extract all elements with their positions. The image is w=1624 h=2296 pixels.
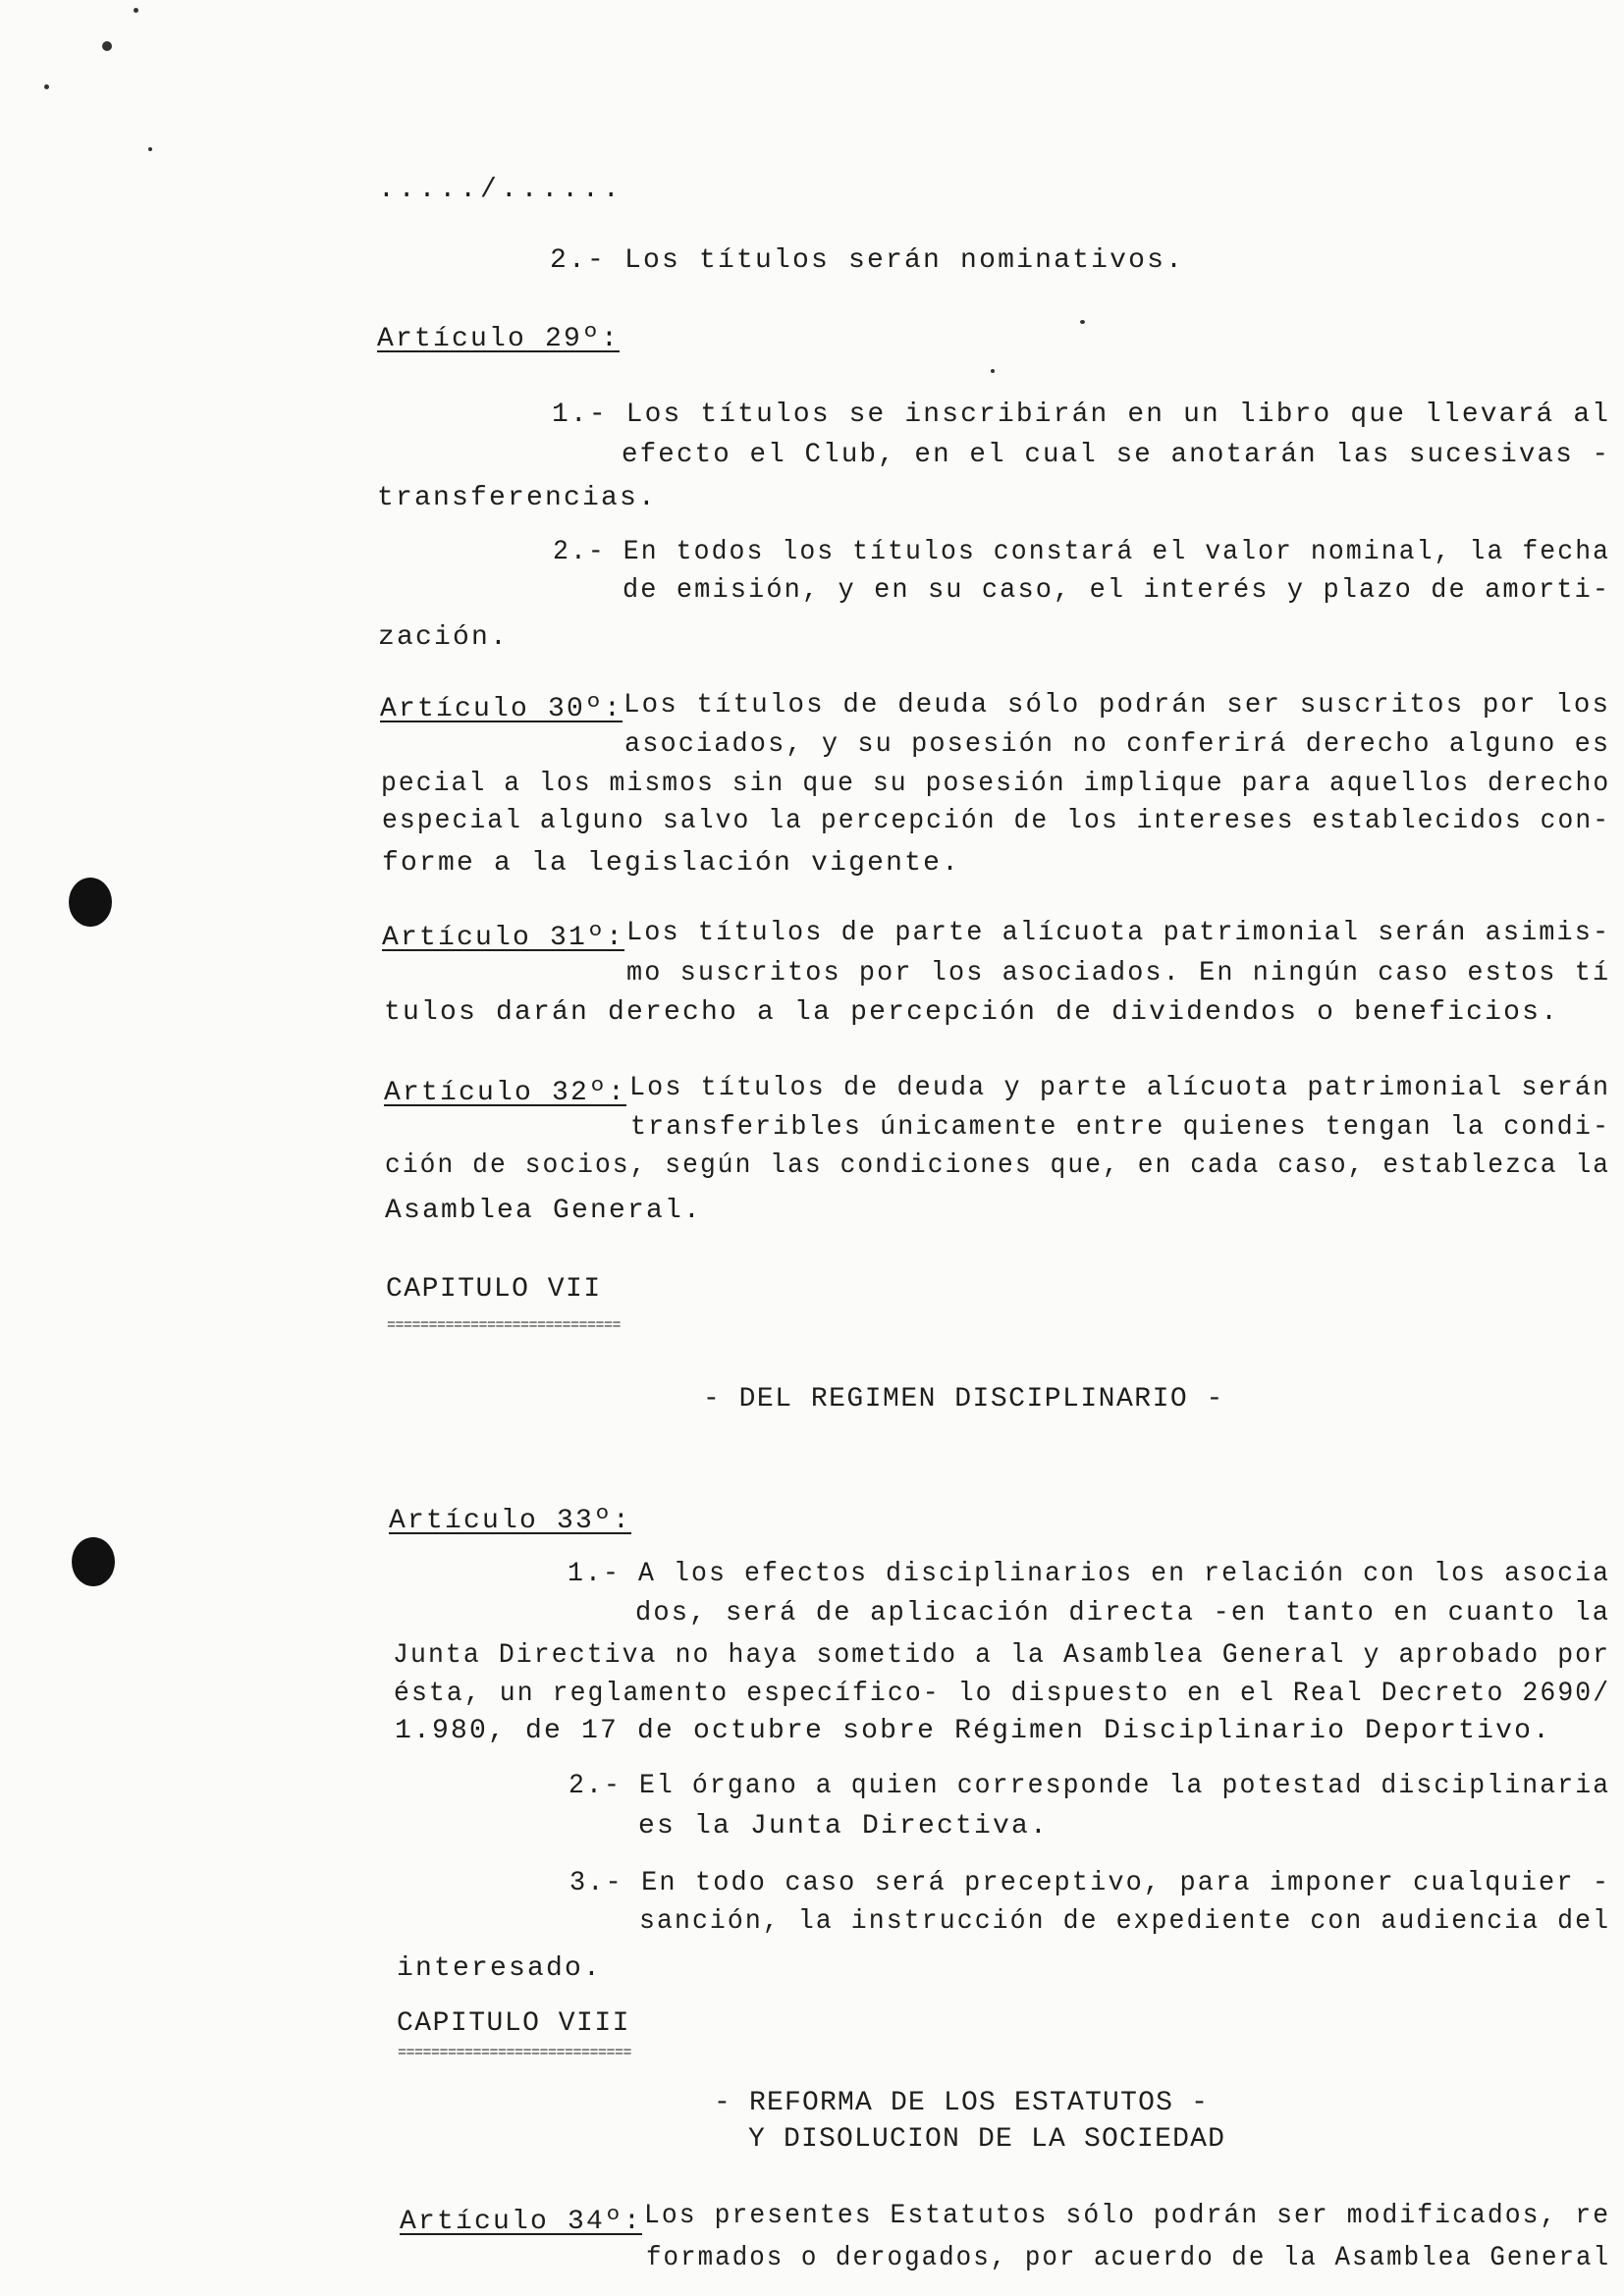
text-line: 1.- Los títulos se inscribirán en un libro que llevará al bbox=[552, 400, 1611, 430]
text-line: pecial a los mismos sin que su posesión implique para aquellos derecho bbox=[381, 769, 1611, 799]
text-line: Los títulos de deuda y parte alícuota patrimonial serán bbox=[629, 1073, 1611, 1103]
chapter-8-title-1: - REFORMA DE LOS ESTATUTOS - bbox=[714, 2088, 1210, 2118]
text-line: Junta Directiva no haya sometido a la Asamblea General y aprobado por bbox=[393, 1640, 1611, 1671]
text-line: forme a la legislación vigente. bbox=[382, 848, 961, 879]
text-line: ésta, un reglamento específico- lo dispuesto en el Real Decreto 2690/ bbox=[394, 1679, 1611, 1709]
article-30-label: Artículo 30º: bbox=[380, 694, 623, 724]
speck bbox=[44, 84, 49, 89]
text-line: 2.- Los títulos serán nominativos. bbox=[550, 245, 1185, 276]
text-line: especial alguno salvo la percepción de los intereses establecidos con- bbox=[382, 806, 1611, 836]
speck bbox=[134, 8, 138, 13]
text-line: mo suscritos por los asociados. En ningún caso estos tí bbox=[626, 958, 1611, 988]
article-33-label: Artículo 33º: bbox=[389, 1506, 632, 1536]
text-line: sanción, la instrucción de expediente con audiencia del bbox=[639, 1906, 1611, 1937]
text-line: zación. bbox=[378, 622, 510, 653]
text-line: 2.- En todos los títulos constará el valor nominal, la fecha bbox=[553, 537, 1611, 567]
text-line: 1.- A los efectos disciplinarios en relación con los asocia bbox=[568, 1559, 1611, 1589]
text-line: formados o derogados, por acuerdo de la Asamblea General bbox=[646, 2243, 1611, 2273]
text-line: Asamblea General. bbox=[385, 1196, 703, 1226]
punch-hole bbox=[69, 878, 112, 927]
text-line: efecto el Club, en el cual se anotarán las sucesivas - bbox=[622, 440, 1611, 470]
continuation-mark: ...../...... bbox=[378, 175, 623, 205]
text-line: ción de socios, según las condiciones que, en cada caso, establezca la bbox=[385, 1150, 1611, 1181]
chapter-8-heading: CAPITULO VIII bbox=[397, 2008, 630, 2039]
chapter-8-title-2: Y DISOLUCION DE LA SOCIEDAD bbox=[748, 2124, 1226, 2155]
text-line: 1.980, de 17 de octubre sobre Régimen Disciplinario Deportivo. bbox=[395, 1716, 1552, 1746]
text-line: transferencias. bbox=[377, 483, 658, 513]
chapter-7-heading: CAPITULO VII bbox=[386, 1274, 602, 1305]
text-line: Los títulos de deuda sólo podrán ser suscritos por los bbox=[623, 690, 1611, 721]
text-line: es la Junta Directiva. bbox=[638, 1811, 1050, 1842]
text-line: interesado. bbox=[397, 1953, 603, 1984]
text-line: dos, será de aplicación directa -en tanto en cuanto la bbox=[635, 1598, 1611, 1629]
text-line: 2.- El órgano a quien corresponde la potestad disciplinaria bbox=[568, 1771, 1611, 1801]
text-line: Los presentes Estatutos sólo podrán ser modificados, re bbox=[644, 2201, 1611, 2231]
article-32-label: Artículo 32º: bbox=[384, 1078, 627, 1108]
text-line: 3.- En todo caso será preceptivo, para imponer cualquier - bbox=[569, 1868, 1611, 1898]
speck bbox=[148, 147, 152, 151]
chapter-7-title: - DEL REGIMEN DISCIPLINARIO - bbox=[703, 1384, 1224, 1415]
punch-hole bbox=[72, 1537, 115, 1586]
speck bbox=[1080, 320, 1085, 324]
article-34-label: Artículo 34º: bbox=[400, 2207, 643, 2237]
text-line: tulos darán derecho a la percepción de dividendos o beneficios. bbox=[384, 997, 1560, 1028]
speck bbox=[102, 41, 112, 51]
text-line: de emisión, y en su caso, el interés y plazo de amorti- bbox=[623, 575, 1611, 606]
speck bbox=[991, 369, 995, 373]
article-29-label: Artículo 29º: bbox=[377, 324, 621, 354]
article-31-label: Artículo 31º: bbox=[382, 923, 625, 953]
chapter-7-underline: ============================ bbox=[387, 1317, 622, 1334]
text-line: transferibles únicamente entre quienes tengan la condi- bbox=[630, 1112, 1611, 1143]
text-line: asociados, y su posesión no conferirá derecho alguno es bbox=[624, 729, 1611, 760]
text-line: Los títulos de parte alícuota patrimonial serán asimis- bbox=[626, 918, 1611, 948]
chapter-8-underline: ============================ bbox=[398, 2045, 632, 2061]
